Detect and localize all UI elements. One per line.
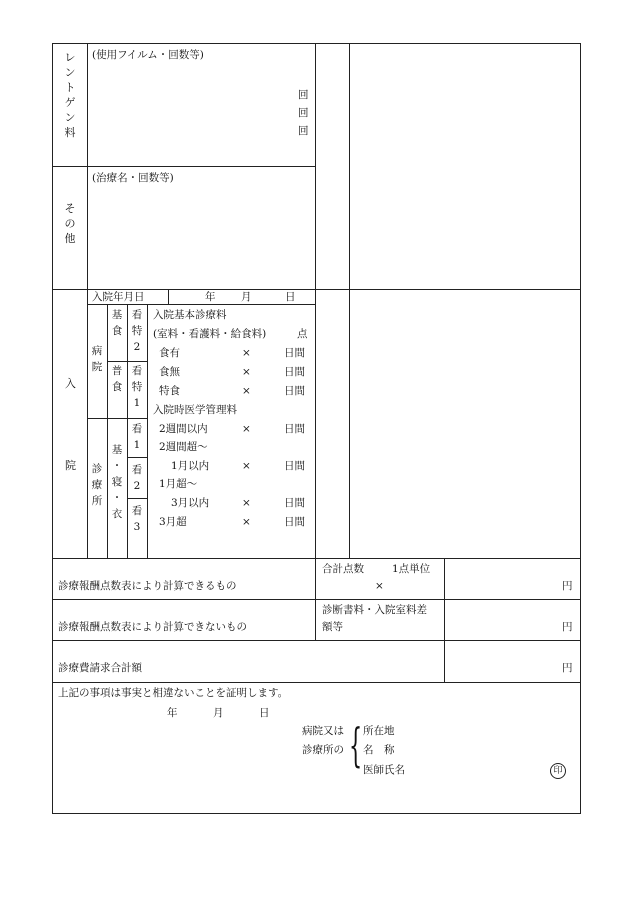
point-unit: 点	[297, 328, 308, 340]
basic-fee-detail: (室料・看護料・給食料)	[153, 328, 267, 340]
kan-1-label: 看 1	[131, 423, 143, 451]
facility-line-1: 病院又は	[302, 725, 344, 737]
special-meal-times: ×	[242, 385, 251, 397]
xray-count-3: 回	[298, 125, 309, 137]
futsushoku-label: 普 食	[111, 365, 123, 393]
yen-2: 円	[562, 621, 573, 633]
xray-label: レ ン ト ゲ ン 料	[64, 51, 76, 139]
certificate-label-2: 額等	[322, 621, 343, 633]
admission-date-bottom	[87, 304, 316, 305]
frame-right	[580, 43, 581, 814]
special-meal: 特食	[159, 385, 180, 397]
divider-nurse-col	[147, 304, 148, 558]
address-label: 所在地	[363, 725, 395, 737]
divider-total-2	[52, 640, 581, 641]
per-point-label: 1点単位	[392, 563, 431, 575]
divider-total-left	[315, 558, 316, 641]
not-calc-by-table-label: 診療報酬点数表により計算できないもの	[58, 621, 247, 633]
divider-inpatient-bottom	[52, 558, 581, 559]
frame-left	[52, 43, 53, 814]
over-3m-times: ×	[242, 516, 251, 528]
over-2w: 2週間超～	[159, 441, 208, 453]
ki-shin-i-label: 基 ・ 寝 ・ 衣	[111, 444, 123, 520]
other-note: (治療名・回数等)	[92, 172, 174, 184]
hospital-label: 病 院	[91, 345, 103, 373]
divider-kan1-kan2	[127, 457, 148, 458]
certificate-label: 診断書料・入院室料差	[322, 604, 427, 616]
medical-fee-form	[52, 43, 581, 814]
admission-month: 月	[241, 291, 252, 303]
certification-statement: 上記の事項は事実と相違ないことを証明します。	[58, 687, 289, 699]
xray-note: (使用フイルム・回数等)	[92, 49, 204, 61]
meal-no-times: ×	[242, 366, 251, 378]
other-label: そ の 他	[64, 202, 76, 245]
within-2w-days: 日間	[284, 423, 305, 435]
meal-no-days: 日間	[284, 366, 305, 378]
meal-yes-times: ×	[242, 347, 251, 359]
within-3m-times: ×	[242, 497, 251, 509]
meal-yes: 食有	[159, 347, 180, 359]
inpatient-label-bottom: 院	[65, 459, 76, 472]
within-1m-days: 日間	[284, 460, 305, 472]
total-points-label: 合計点数	[322, 563, 364, 575]
admission-date-divider	[168, 289, 169, 304]
over-3m: 3月超	[159, 516, 187, 528]
seal-icon: 印	[550, 763, 566, 779]
admission-day: 日	[285, 291, 296, 303]
divider-total-1	[52, 599, 581, 600]
brace-icon: {	[349, 718, 363, 772]
admission-date-label: 入院年月日	[92, 291, 145, 303]
divider-amount-col	[349, 43, 350, 558]
kan-3-label: 看 3	[131, 505, 143, 533]
within-3m: 3月以内	[171, 497, 210, 509]
within-3m-days: 日間	[284, 497, 305, 509]
xray-count-1: 回	[298, 89, 309, 101]
within-2w: 2週間以内	[159, 423, 208, 435]
clinic-label: 診 療 所	[91, 463, 103, 507]
yen-3: 円	[562, 662, 573, 674]
divider-xray-bottom	[52, 166, 316, 167]
frame-bottom	[52, 813, 581, 814]
divider-kishoku-futsushoku	[107, 361, 148, 362]
frame-top	[52, 43, 581, 44]
cert-day: 日	[259, 707, 270, 719]
kan-toku-1-label: 看 特 1	[131, 365, 143, 409]
within-1m: 1月以内	[171, 460, 210, 472]
special-meal-days: 日間	[284, 385, 305, 397]
yen-1: 円	[562, 580, 573, 592]
divider-hospital-clinic	[87, 418, 148, 419]
calc-by-table-label: 診療報酬点数表により計算できるもの	[58, 580, 237, 592]
doctor-label: 医師氏名	[363, 764, 405, 776]
within-1m-times: ×	[242, 460, 251, 472]
facility-line-2: 診療所の	[302, 744, 344, 756]
over-3m-days: 日間	[284, 516, 305, 528]
kishoku-label: 基 食	[111, 309, 123, 337]
divider-points-col	[315, 43, 316, 558]
admission-year: 年	[205, 291, 216, 303]
cert-month: 月	[213, 707, 224, 719]
basic-fee-label: 入院基本診療料	[153, 309, 227, 321]
meal-no: 食無	[159, 366, 180, 378]
divider-total-right	[444, 558, 445, 683]
inpatient-label-top: 入	[65, 377, 76, 390]
mgmt-fee-label: 入院時医学管理料	[153, 404, 237, 416]
name-label: 名 称	[363, 744, 395, 756]
within-2w-times: ×	[242, 423, 251, 435]
kan-toku-2-label: 看 特 2	[131, 309, 143, 353]
xray-count-2: 回	[298, 107, 309, 119]
total-times: ×	[375, 580, 384, 592]
kan-2-label: 看 2	[131, 464, 143, 492]
grand-total-label: 診療費請求合計額	[58, 662, 142, 674]
meal-yes-days: 日間	[284, 347, 305, 359]
over-1m: 1月超～	[159, 478, 198, 490]
cert-year: 年	[167, 707, 178, 719]
divider-kan2-kan3	[127, 498, 148, 499]
divider-total-3	[52, 682, 581, 683]
